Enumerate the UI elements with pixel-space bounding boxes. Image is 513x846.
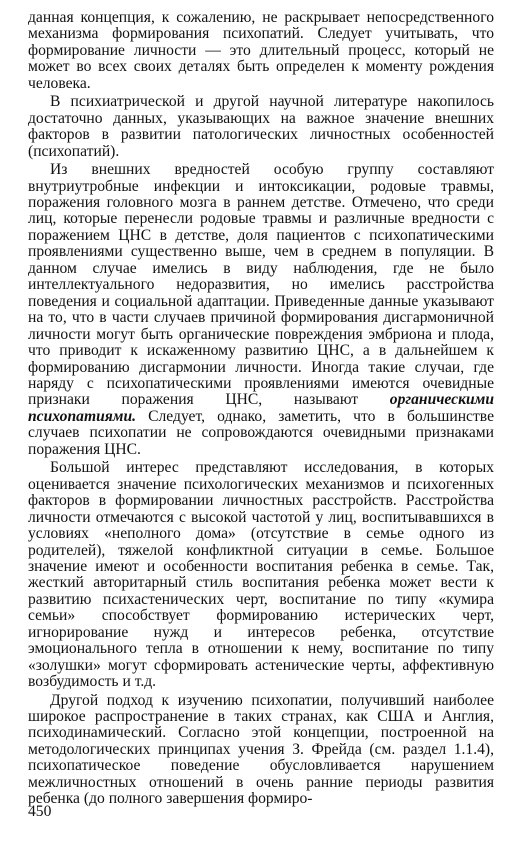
- page-body: [28, 10, 494, 808]
- paragraph-4: Большой интерес представляют исследования, в которых оценивается значение психологических механизмов и психогенных факторов в формировании личностных расстройств. Расстройства личности отмечаются с высокой частотой у лиц, воспитывавшихся в условиях «неполного дома» (отсутствие в семье одного из родителей), тяжелой конфликтной ситуации в семье. Большое значение имеют и особенности воспитания ребенка в семье. Так, жесткий авторитарный стиль воспитания ребенка может вести к развитию психастенических черт, воспитание по типу «кумира семьи» способствует формированию истерических черт, игнорирование нужд и интересов ребенка, отсутствие эмоционального тепла в отношении к нему, воспитание по типу «золушки» могут сформировать астенические черты, аффективную возбудимость и т.д.: [28, 459, 494, 691]
- paragraph-3-text-after: Следует, однако, заметить, что в большинстве случаев психопатии не сопровождаются очевидными признаками поражения ЦНС.: [28, 407, 494, 458]
- paragraph-5: Другой подход к изучению психопатии, получивший наиболее широкое распространение в таких странах, как США и Англия, психодинамический. Согласно этой концепции, построенной на методологических принципах учения З. Фрейда (см. раздел 1.1.4), психопатическое поведение обусловливается нарушением межличностных отношений в очень ранние периоды развития ребенка (до полного завершения формиро-: [28, 691, 494, 808]
- paragraph-2: В психиатрической и другой научной литературе накопилось достаточно данных, указывающих на важное значение внешних факторов в развитии патологических личностных особенностей (психопатий).: [28, 93, 494, 160]
- paragraph-3-text-before: Из внешних вредностей особую группу составляют внутриутробные инфекции и интоксикации, родовые травмы, поражения головного мозга в раннем детстве. Отмечено, что среди лиц, которые перенесли родовые травмы и различные вредности с поражением ЦНС в детстве, доля пациентов с психопатическими проявлениями существенно выше, чем в среднем в популяции. В данном случае имелись в виду наблюдения, где не было интеллектуального недоразвития, но имелись расстройства поведения и социальной адаптации. Приведенные данные указывают на то, что в части случаев причиной формирования дисгармоничной личности могут быть органические повреждения эмбриона и плода, что приводит к искаженному развитию ЦНС, а в дальнейшем к формированию дисгармонии личности. Иногда такие случаи, где наряду с психопатическими проявлениями имеются очевидные признаки поражения ЦНС, называют: [28, 161, 494, 409]
- page-number: 450: [28, 803, 52, 820]
- paragraph-3: [28, 162, 494, 458]
- organic-psychopathy-term: органическими психопатиями.: [28, 391, 494, 425]
- paragraph-1: данная концепция, к сожалению, не раскрывает непосредственного механизма формирования психопатий. Следует учитывать, что формирование личности — это длительный процесс, который не может во всех своих деталях быть определен к моменту рождения человека.: [28, 9, 494, 92]
